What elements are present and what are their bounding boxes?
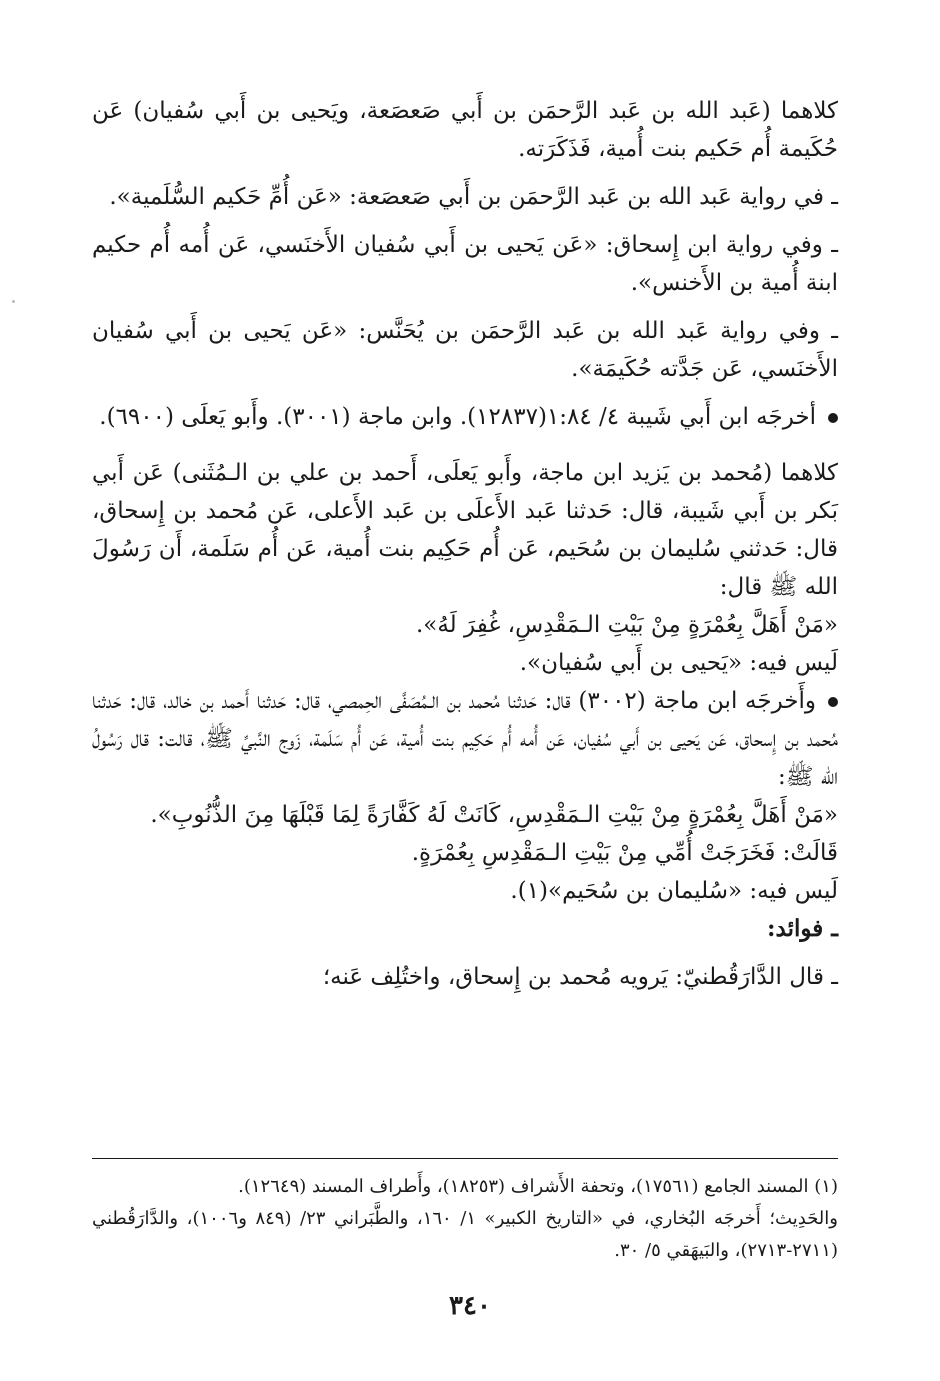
bullet-text: وأَخرجَه ابن ماجة (٣٠٠٢) قال: حَدثنا مُحمد بن الـمُصَفَّى الحِمصي، قال: حَدثنا أَحمد بن خالد، قال: حَدثنا مُحمد بن إِسحاق، عَن يَحيى بن أَبي سُفيان، عَن أُمه أُم حَكِيم بنت أُمية، عَن أُم سَلَمة، زَوج النَّبيِّ ﷺ، قالت: قال رَسُولُ الله ﷺ:	[92, 688, 838, 790]
hadith-text: «مَنْ أَهَلَّ بِعُمْرَةٍ مِنْ بَيْتِ الـمَقْدِسِ، كَانَتْ لَهُ كَفَّارَةً لِمَا قَبْلَهَا مِنَ الذُّنُوبِ».	[150, 802, 838, 828]
paragraph: لَيس فيه: «سُليمان بن سُحَيم»(١).	[510, 878, 838, 904]
bullet-paragraph	[92, 682, 838, 796]
hadith-text: «مَنْ أَهَلَّ بِعُمْرَةٍ مِنْ بَيْتِ الـمَقْدِسِ، غُفِرَ لَهُ».	[415, 612, 838, 638]
hadith-text: قَالَتْ: فَخَرَجَتْ أُمِّي مِنْ بَيْتِ الـمَقْدِسِ بِعُمْرَةٍ.	[411, 840, 838, 866]
paragraph: ـ في رواية عَبد الله بن عَبد الرَّحمَن بن أَبي صَعصَعة: «عَن أُمِّ حَكيم السُّلَمية».	[109, 184, 838, 210]
scan-speck	[12, 300, 15, 303]
paragraph: ـ وفي رواية ابن إِسحاق: «عَن يَحيى بن أَبي سُفيان الأَخنَسي، عَن أُمه أُم حكيم ابنة أُمية بن الأَخنس».	[92, 232, 838, 296]
paragraph: ـ قال الدَّارَقُطنيّ: يَرويه مُحمد بن إِسحاق، واختُلِف عَنه؛	[322, 964, 838, 990]
bullet-icon	[828, 697, 838, 707]
bullet-paragraph	[92, 398, 838, 436]
paragraph: كلاهما (مُحمد بن يَزيد ابن ماجة، وأَبو يَعلَى، أَحمد بن علي بن الـمُثَنى) عَن أَبي بَكر بن أَبي شَيبة، قال: حَدثنا عَبد الأَعلَى بن عَبد الأَعلى، عَن مُحمد بن إِسحاق، قال: حَدثني سُليمان بن سُحَيم، عَن أُم حَكِيم بنت أُمية، عَن أُم سَلَمة، أَن رَسُولَ الله ﷺ قال:	[92, 460, 838, 600]
paragraph: ـ وفي رواية عَبد الله بن عَبد الرَّحمَن بن يُحَنَّس: «عَن يَحيى بن أَبي سُفيان الأَخنَسي، عَن جَدَّته حُكَيمَة».	[92, 318, 838, 382]
paragraph: كلاهما (عَبد الله بن عَبد الرَّحمَن بن أَبي صَعصَعة، ويَحيى بن أَبي سُفيان) عَن حُكَيمة أُم حَكيم بنت أُمية، فَذَكَرَته.	[92, 98, 838, 162]
footnotes	[92, 1158, 838, 1267]
footnote: والحَدِيث؛ أَخرجَه البُخاري، في «التاريخ الكبير» ١/ ١٦٠، والطَّبَراني ٢٣/ (٨٤٩ و١٠٠٦)، والدَّارَقُطني (٢٧١١-٢٧١٣)، والبَيهَقي ٥/ ٣٠.	[92, 1208, 838, 1261]
main-text	[92, 92, 838, 996]
bullet-text: أخرجَه ابن أَبي شَيبة ٤/ ١:٨٤(١٢٨٣٧). وابن ماجة (٣٠٠١). وأَبو يَعلَى (٦٩٠٠).	[99, 404, 816, 430]
paragraph: لَيس فيه: «يَحيى بن أَبي سُفيان».	[519, 650, 838, 676]
footnote: (١) المسند الجامع (١٧٥٦١)، وتحفة الأَشراف (١٨٢٥٣)، وأَطراف المسند (١٢٦٤٩).	[238, 1176, 838, 1197]
section-heading: ـ فوائد:	[767, 915, 838, 942]
bullet-icon	[828, 413, 838, 423]
page-number: ٣٤٠	[449, 1291, 491, 1321]
